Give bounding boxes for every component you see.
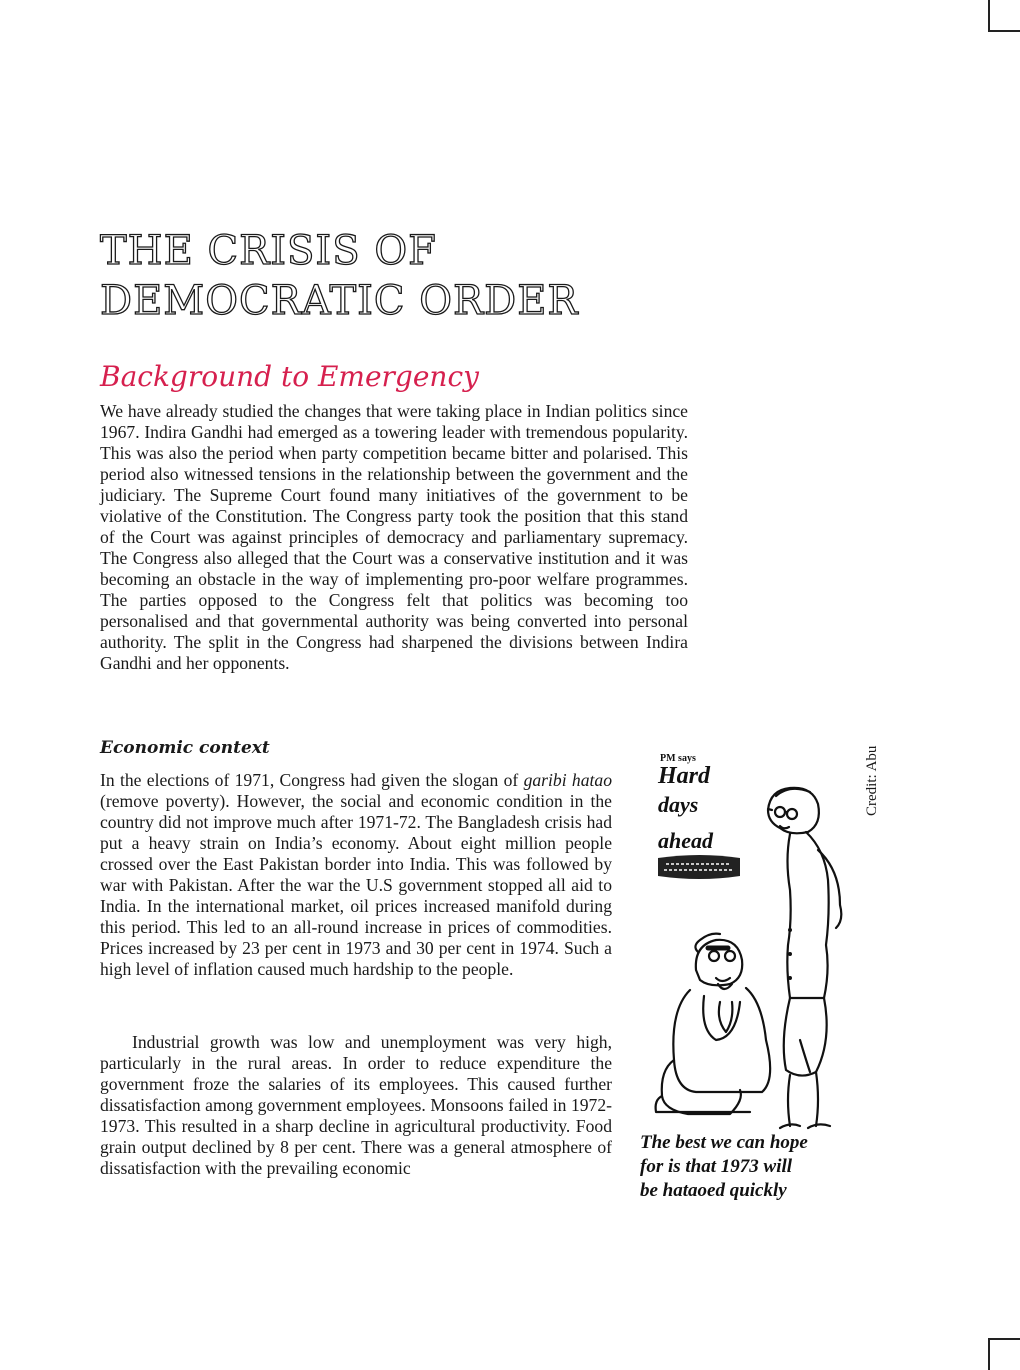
- cartoon-headline-2: days: [658, 792, 699, 817]
- cartoon-drawing: [640, 740, 880, 1210]
- standing-man: [768, 788, 841, 1128]
- sitting-man: [656, 934, 771, 1114]
- crop-mark-bottom: [988, 1338, 1020, 1370]
- cartoon-headline-1: Hard: [658, 763, 711, 789]
- cartoon-credit: Credit: Abu: [864, 745, 880, 816]
- economic-context-heading: Economic context: [100, 738, 270, 758]
- cartoon: [640, 740, 880, 1210]
- crop-mark-top: [988, 0, 1020, 32]
- chapter-title-line-1: THE CRISIS OF: [100, 228, 437, 274]
- cartoon-headline-3: ahead: [658, 828, 713, 853]
- economic-paragraph-2: Industrial growth was low and unemployment was very high, particularly in the rural areas. In order to reduce expenditure the government froze the salaries of its employees. This caused further dissatisfaction among government employees. Monsoons failed in 1972-1973. This resulted in a sharp decline in agricultural productivity. Food grain output declined by 8 per cent. There was a general atmosphere of dissatisfaction with the prevailing economic: [100, 1032, 612, 1178]
- economic-p1-before: In the elections of 1971, Congress had given the slogan of: [100, 770, 524, 790]
- cartoon-caption-3: be hataoed quickly: [640, 1180, 787, 1201]
- slogan-term: garibi hatao: [523, 770, 612, 790]
- cartoon-headline-small: PM says: [660, 753, 696, 764]
- cartoon-caption-2: for is that 1973 will: [640, 1156, 793, 1177]
- economic-p1-after: (remove poverty). However, the social and economic condition in the country did not improve much after 1971-72. The Bangladesh crisis had put a heavy strain on India’s economy. About eight million people crossed over the East Pakistan border into India. This was followed by war with Pakistan. After the war the U.S government stopped all aid to India. In the international market, oil prices increased manifold during this period. This led to an all-round increase in prices of commodities. Prices increased by 23 per cent in 1973 and 30 per cent in 1974. Such a high level of inflation caused much hardship to the people.: [100, 791, 612, 979]
- chapter-title-line-2: DEMOCRATIC ORDER: [100, 278, 579, 324]
- newspaper-scrap: [658, 855, 740, 879]
- cartoon-caption-1: The best we can hope: [640, 1132, 808, 1153]
- section-heading: Background to Emergency: [100, 360, 479, 393]
- background-paragraph: We have already studied the changes that were taking place in Indian politics since 1967. Indira Gandhi had emerged as a towering leader with tremendous popularity. This was also the period when party competition became bitter and polarised. This period also witnessed tensions in the relationship between the government and the judiciary. The Supreme Court found many initiatives of the government to be violative of the Constitution. The Congress party took the position that this stand of the Court was against principles of democracy and parliamentary supremacy. The Congress also alleged that the Court was a conservative institution and it was becoming an obstacle in the way of implementing pro-poor welfare programmes. The parties opposed to the Congress felt that politics was becoming too personalised and that governmental authority was being converted into personal authority. The split in the Congress had sharpened the divisions between Indira Gandhi and her opponents.: [100, 401, 688, 673]
- economic-paragraph-1: [100, 770, 612, 980]
- chapter-title: [100, 226, 579, 326]
